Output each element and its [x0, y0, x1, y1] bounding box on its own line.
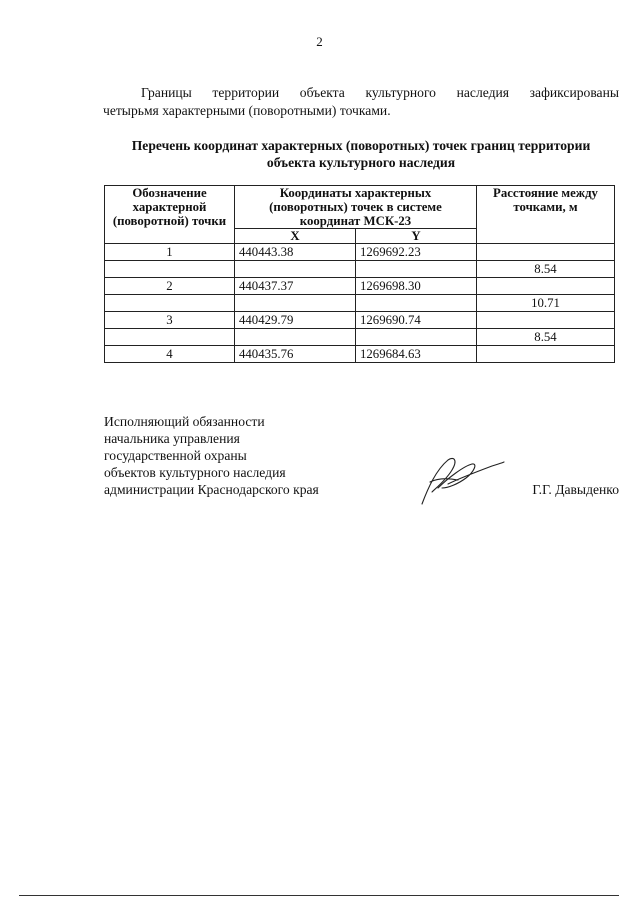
table-row	[105, 346, 615, 363]
header-point: Обозначение характерной (поворотной) точки	[105, 186, 235, 244]
cell-distance: 10.71	[477, 295, 615, 312]
intro-line-1: Границы территории объекта культурного наследия зафиксированы	[141, 85, 619, 100]
cell-y: 1269684.63	[356, 346, 477, 363]
signatory-line: Исполняющий обязанности	[104, 414, 265, 429]
cell-y	[356, 329, 477, 346]
cell-point: 1	[105, 244, 235, 261]
intro-line-2: четырьмя характерными (поворотными) точками.	[103, 103, 391, 118]
cell-point: 2	[105, 278, 235, 295]
cell-x: 440437.37	[235, 278, 356, 295]
cell-distance	[477, 244, 615, 261]
cell-x: 440429.79	[235, 312, 356, 329]
coordinates-table	[104, 185, 615, 363]
cell-point: 3	[105, 312, 235, 329]
cell-distance	[477, 346, 615, 363]
table-row	[105, 312, 615, 329]
heading-line-1: Перечень координат характерных (поворотных) точек границ территории	[131, 138, 591, 153]
cell-x: 440435.76	[235, 346, 356, 363]
cell-x	[235, 295, 356, 312]
cell-y: 1269698.30	[356, 278, 477, 295]
signer-name: Г.Г. Давыденко	[532, 482, 619, 497]
cell-y	[356, 295, 477, 312]
cell-x: 440443.38	[235, 244, 356, 261]
table-row	[105, 278, 615, 295]
header-x: X	[235, 229, 356, 244]
cell-point: 4	[105, 346, 235, 363]
table-row	[105, 295, 615, 312]
footer-divider	[19, 895, 619, 896]
cell-distance	[477, 312, 615, 329]
table-heading	[103, 137, 619, 171]
table-row	[105, 329, 615, 346]
cell-distance: 8.54	[477, 261, 615, 278]
intro-paragraph	[103, 84, 619, 120]
cell-distance	[477, 278, 615, 295]
cell-distance: 8.54	[477, 329, 615, 346]
page-number: 2	[316, 34, 323, 49]
header-coordinates: Координаты характерных (поворотных) точек в системе координат МСК-23	[235, 186, 477, 229]
cell-y: 1269690.74	[356, 312, 477, 329]
cell-x	[235, 261, 356, 278]
signatory-line: государственной охраны	[104, 448, 247, 463]
cell-y: 1269692.23	[356, 244, 477, 261]
cell-x	[235, 329, 356, 346]
handwritten-signature	[408, 448, 508, 508]
table-row	[105, 261, 615, 278]
cell-point	[105, 295, 235, 312]
signatory-line: администрации Краснодарского края	[104, 482, 319, 497]
cell-point	[105, 329, 235, 346]
signatory-title	[104, 413, 319, 498]
cell-y	[356, 261, 477, 278]
signatory-line: объектов культурного наследия	[104, 465, 286, 480]
signatory-line: начальника управления	[104, 431, 240, 446]
heading-line-2: объекта культурного наследия	[266, 155, 456, 170]
header-y: Y	[356, 229, 477, 244]
table-row	[105, 244, 615, 261]
header-distance: Расстояние между точками, м	[477, 186, 615, 244]
cell-point	[105, 261, 235, 278]
